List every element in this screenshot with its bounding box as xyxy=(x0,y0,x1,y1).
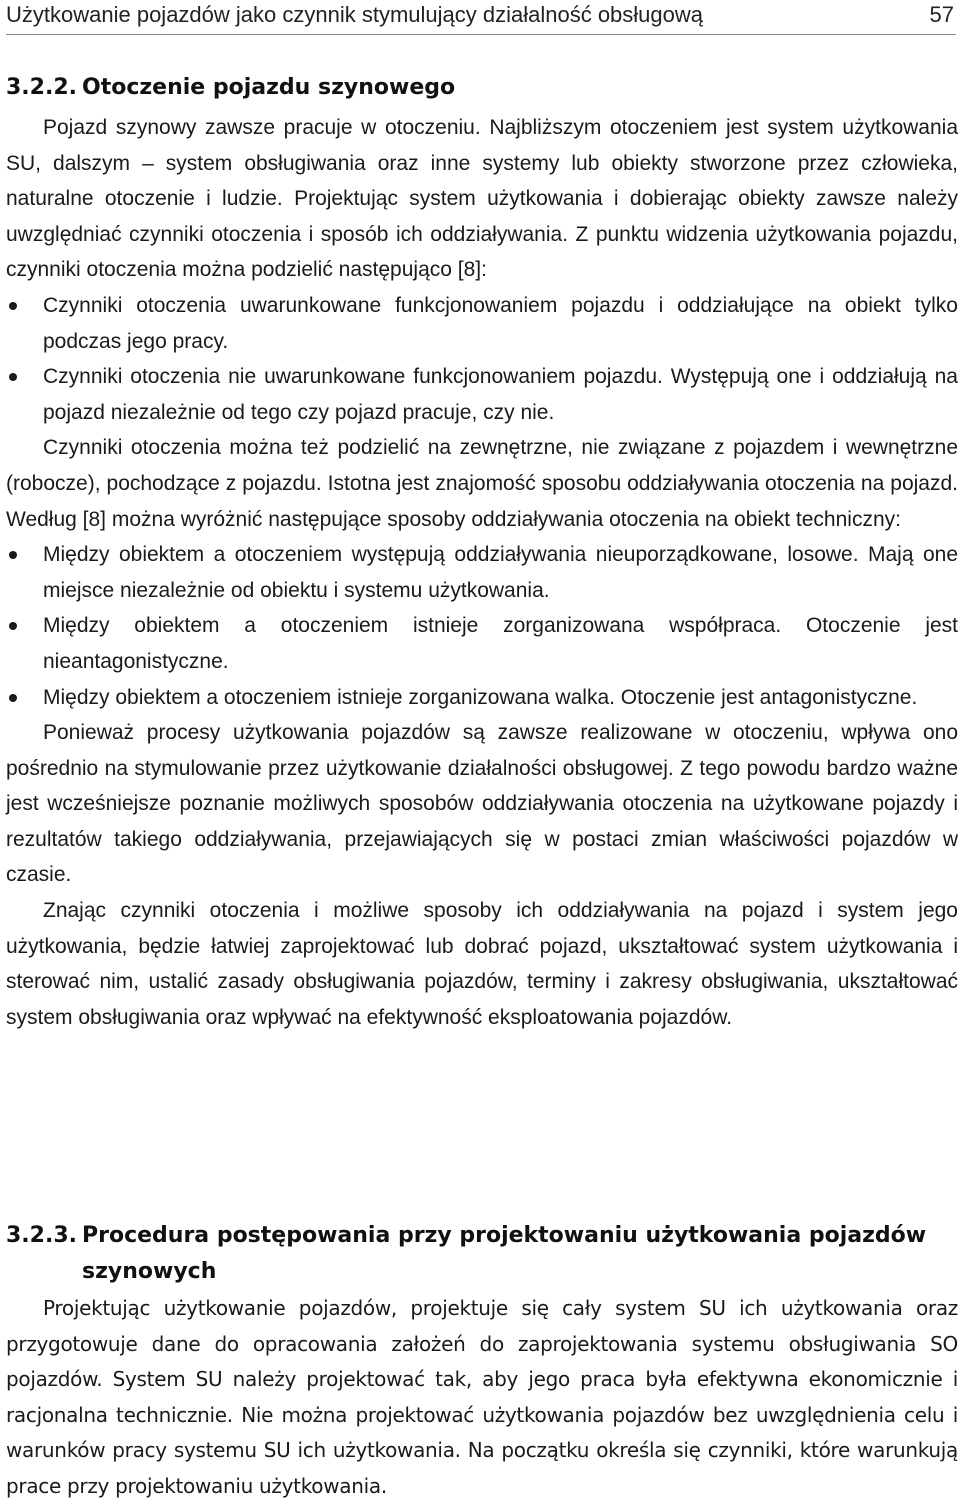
bullet-list xyxy=(6,537,958,715)
bullet-list xyxy=(6,288,958,430)
list-item-text: Czynniki otoczenia uwarunkowane funkcjonowaniem pojazdu i oddziałujące na obiekt tylko podczas jego pracy. xyxy=(43,293,958,353)
list-item xyxy=(6,608,958,679)
bullet-icon xyxy=(9,373,17,381)
paragraph: Czynniki otoczenia można też podzielić na zewnętrzne, nie związane z pojazdem i wewnętrzne (robocze), pochodzące z pojazdu. Istotna jest znajomość sposobu oddziaływania otoczenia na pojazd. Według [8] można wyróżnić następujące sposoby oddziaływania otoczenia na obiekt techniczny: xyxy=(6,436,958,531)
list-item-text: Między obiektem a otoczeniem istnieje zorganizowana współpraca. Otoczenie jest nieantagonistyczne. xyxy=(43,614,958,673)
section-number: 3.2.3. xyxy=(6,1223,77,1248)
list-item xyxy=(6,288,958,359)
bullet-icon xyxy=(9,551,17,559)
section-title: Otoczenie pojazdu szynowego xyxy=(82,75,456,100)
bullet-icon xyxy=(9,694,17,702)
section-heading-3-2-2 xyxy=(6,70,956,106)
page-number: 57 xyxy=(929,2,954,27)
list-item xyxy=(6,680,958,716)
section-3-2-3-body xyxy=(6,1291,958,1505)
list-item xyxy=(6,537,958,608)
bullet-icon xyxy=(9,622,17,630)
paragraph: Pojazd szynowy zawsze pracuje w otoczeniu. Najbliższym otoczeniem jest system użytkowania SU, dalszym – system obsługiwania oraz inne systemy lub obiekty stworzone przez człowieka, naturalne otoczenie i ludzie. Projektując system użytkowania i dobierając obiekty zawsze należy uwzględniać czynniki otoczenia i sposób ich oddziaływania. Z punktu widzenia użytkowania pojazdu, czynniki otoczenia można podzielić następująco [8]: xyxy=(6,116,958,282)
section-number: 3.2.2. xyxy=(6,75,77,100)
list-item-text: Czynniki otoczenia nie uwarunkowane funkcjonowaniem pojazdu. Występują one i oddziałują na pojazd niezależnie od tego czy pojazd pracuje, czy nie. xyxy=(43,365,958,424)
running-head xyxy=(6,0,956,35)
bullet-icon xyxy=(9,302,17,310)
paragraph: Znając czynniki otoczenia i możliwe sposoby ich oddziaływania na pojazd i system jego użytkowania, będzie łatwiej zaprojektować lub dobrać pojazd, ukształtować system użytkowania i sterować nim, ustalić zasady obsługiwania pojazdów, terminy i zakresy obsługiwania, ukształtować system obsługiwania oraz wpływać na efektywność eksploatowania pojazdów. xyxy=(6,899,958,1029)
list-item-text: Między obiektem a otoczeniem występują oddziaływania nieuporządkowane, losowe. Mają one miejsce niezależnie od obiektu i systemu użytkowania. xyxy=(43,543,958,602)
section-heading-3-2-3 xyxy=(6,1218,956,1289)
paragraph: Ponieważ procesy użytkowania pojazdów są zawsze realizowane w otoczeniu, wpływa ono pośrednio na stymulowanie przez użytkowanie działalności obsługowej. Z tego powodu bardzo ważne jest wcześniejsze poznanie możliwych sposobów oddziaływania otoczenia na użytkowane pojazdy i rezultatów takiego oddziaływania, przejawiających się w postaci zmian właściwości pojazdów w czasie. xyxy=(6,721,958,887)
list-item xyxy=(6,359,958,430)
section-3-2-2-body xyxy=(6,110,958,1035)
list-item-text: Między obiektem a otoczeniem istnieje zorganizowana walka. Otoczenie jest antagonistyczne. xyxy=(43,685,918,709)
running-head-title: Użytkowanie pojazdów jako czynnik stymulujący działalność obsługową xyxy=(6,2,704,27)
section-title: Procedura postępowania przy projektowaniu użytkowania pojazdów szynowych xyxy=(82,1223,927,1284)
paragraph: Projektując użytkowanie pojazdów, projektuje się cały system SU ich użytkowania oraz przygotowuje dane do opracowania założeń do zaprojektowania systemu obsługiwania SO pojazdów. System SU należy projektować tak, aby jego praca była efektywna ekonomicznie i racjonalna technicznie. Nie można projektować użytkowania pojazdów bez uwzględnienia celu i warunków pracy systemu SU ich użytkowania. Na początku określa się czynniki, które warunkują prace przy projektowaniu użytkowania. xyxy=(6,1296,958,1498)
